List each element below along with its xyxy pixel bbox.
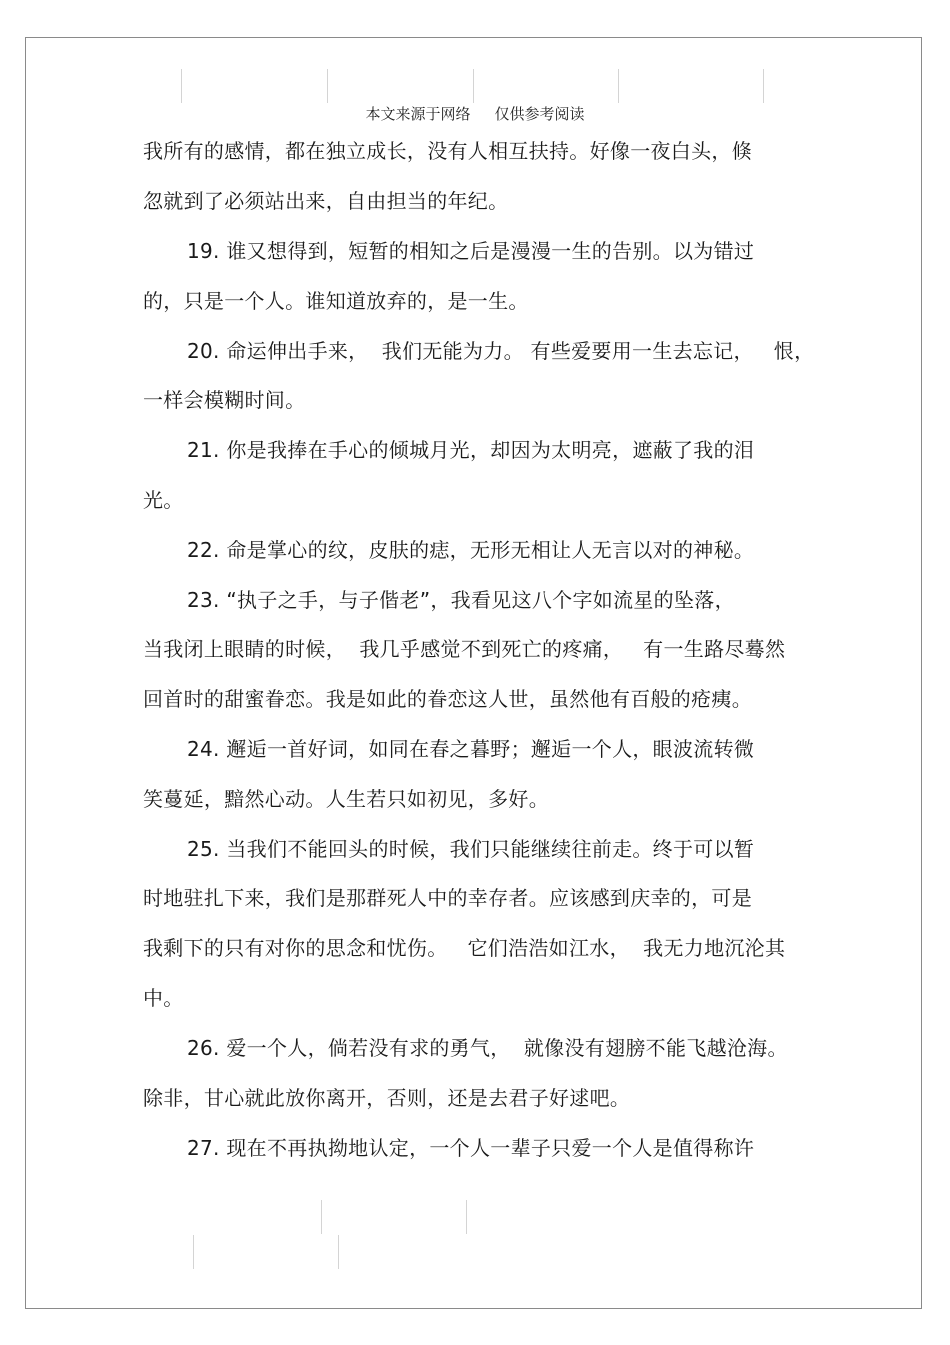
text-line: 23. “执子之手，与子偕老”，我看见这八个字如流星的坠落， — [187, 588, 735, 612]
text-line: 20. 命运伸出手来， 我们无能为力。 有些爱要用一生去忘记， 恨， — [187, 339, 815, 363]
text-line: 笑蔓延，黯然心动。人生若只如初见，多好。 — [143, 787, 549, 811]
bottom-tick-2 — [321, 1200, 322, 1234]
bottom-tick-1 — [193, 1235, 194, 1269]
text-line: 一样会模糊时间。 — [143, 388, 306, 412]
page-frame — [25, 37, 922, 1309]
text-line: 27. 现在不再执拗地认定，一个人一辈子只爱一个人是值得称许 — [187, 1136, 755, 1160]
text-line: 除非，甘心就此放你离开，否则，还是去君子好逑吧。 — [143, 1086, 631, 1110]
text-line: 26. 爱一个人，倘若没有求的勇气， 就像没有翅膀不能飞越沧海。 — [187, 1036, 788, 1060]
page-header — [0, 103, 950, 124]
text-line: 光。 — [143, 488, 184, 512]
text-line: 忽就到了必须站出来，自由担当的年纪。 — [143, 189, 509, 213]
top-tick-1 — [181, 69, 182, 103]
text-line: 19. 谁又想得到，短暂的相知之后是漫漫一生的告别。以为错过 — [187, 239, 755, 263]
text-line: 21. 你是我捧在手心的倾城月光，却因为太明亮，遮蔽了我的泪 — [187, 438, 755, 462]
top-tick-3 — [473, 69, 474, 103]
text-line: 25. 当我们不能回头的时候，我们只能继续往前走。终于可以暂 — [187, 837, 755, 861]
bottom-tick-3 — [338, 1235, 339, 1269]
top-tick-4 — [618, 69, 619, 103]
text-line: 时地驻扎下来，我们是那群死人中的幸存者。应该感到庆幸的，可是 — [143, 886, 752, 910]
header-reference-note: 仅供参考阅读 — [494, 105, 585, 123]
text-line: 中。 — [143, 986, 184, 1010]
text-line: 我所有的感情，都在独立成长，没有人相互扶持。好像一夜白头，倏 — [143, 139, 752, 163]
text-line: 当我闭上眼睛的时候， 我几乎感觉不到死亡的疼痛， 有一生路尽蓦然 — [143, 637, 786, 661]
header-source-note: 本文来源于网络 — [365, 105, 471, 123]
text-line: 回首时的甜蜜眷恋。我是如此的眷恋这人世，虽然他有百般的疮痍。 — [143, 687, 752, 711]
text-line: 的，只是一个人。谁知道放弃的，是一生。 — [143, 289, 529, 313]
text-line: 22. 命是掌心的纹，皮肤的痣，无形无相让人无言以对的神秘。 — [187, 538, 755, 562]
top-tick-5 — [763, 69, 764, 103]
text-line: 我剩下的只有对你的思念和忧伤。 它们浩浩如江水， 我无力地沉沦其 — [143, 936, 786, 960]
top-tick-2 — [327, 69, 328, 103]
text-line: 24. 邂逅一首好词，如同在春之暮野；邂逅一个人，眼波流转微 — [187, 737, 755, 761]
bottom-tick-4 — [466, 1200, 467, 1234]
